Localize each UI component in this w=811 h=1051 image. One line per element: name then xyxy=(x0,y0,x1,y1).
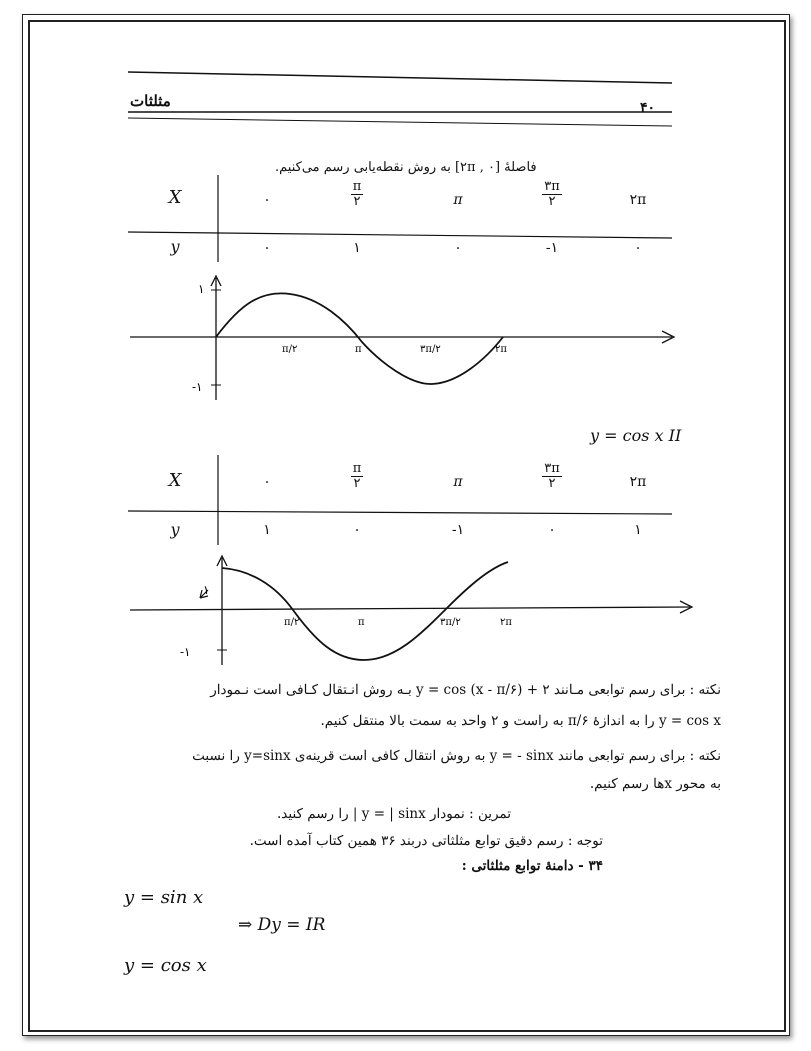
graph1-x-tick: π/۲ xyxy=(282,344,298,355)
exercise-text: تمرین : نمودار y = | sinx | را رسم کنید. xyxy=(277,806,511,822)
domain-result: ⇒ Dy = IR xyxy=(238,915,326,935)
cos-equation: y = cos x xyxy=(124,955,207,976)
graph2-x-tick: π xyxy=(358,617,365,628)
attention-text: توجه : رسم دقیق توابع مثلثاتی دربند ۳۶ همین کتاب آمده است. xyxy=(249,833,603,849)
note1-line1: نکته : برای رسم توابعی مـانند ۲ + (x - π/۶) y = cos بـه روش انـتقال کـافی است نـمودار xyxy=(210,682,721,698)
graph2-y-tick-bottom: -۱ xyxy=(180,645,191,659)
domain-heading: ۳۴ - دامنهٔ توابع مثلثاتی : xyxy=(461,858,603,874)
graph1-x-tick: ۳π/۲ xyxy=(420,344,441,355)
table2-x-value: $\frac{۳\pi}{۲}$ xyxy=(544,461,560,491)
table1-x-value: $\frac{\pi}{۲}$ xyxy=(352,179,362,209)
chapter-title: مثلثات xyxy=(130,92,171,110)
table2-y-label: y xyxy=(170,520,180,539)
table1-x-value: π xyxy=(453,192,463,208)
table2-x-value: π xyxy=(453,474,463,490)
graph2-x-tick: ۳π/۲ xyxy=(440,617,461,628)
table2-y-value: ۱ xyxy=(263,522,271,538)
sin-equation: y = sin x xyxy=(124,887,204,908)
note1-line2: y = cos x را به اندازهٔ π/۶ به راست و ۲ واحد به سمت بالا منتقل کنیم. xyxy=(320,713,721,729)
page-number: ۴۰ xyxy=(640,100,656,116)
table2-y-value: ۰ xyxy=(353,522,361,538)
table1-y-value: ۰ xyxy=(263,240,271,256)
table2-y-value: ۰ xyxy=(548,522,556,538)
table1-x-value: ۰ xyxy=(263,192,271,208)
graph1-x-tick: π xyxy=(355,344,362,355)
table2-y-value: ۱ xyxy=(634,522,642,538)
table1-x-value: ۲π xyxy=(629,192,647,208)
table1-y-value: ۰ xyxy=(634,240,642,256)
table2-x-value: $\frac{\pi}{۲}$ xyxy=(352,461,362,491)
graph2-x-tick: π/۲ xyxy=(284,617,300,628)
table1-x-label: X xyxy=(168,187,182,208)
graph2-cos-curve xyxy=(222,562,508,660)
table2-x-value: ۲π xyxy=(629,474,647,490)
note2-line1: نکته : برای رسم توابعی مانند y = - sinx به روش انتقال کافی است قرینه‌ی y=sinx را نسبت xyxy=(192,748,721,764)
table2-x-label: X xyxy=(168,470,182,491)
note2-line2: به محور xها رسم کنیم. xyxy=(589,776,721,792)
graph1-y-tick-bottom: -۱ xyxy=(192,380,203,394)
table1-y-value: ۰ xyxy=(454,240,462,256)
intro-text: فاصلهٔ [۲π , ۰] به روش نقطه‌یابی رسم می‌کنیم. xyxy=(275,160,537,175)
table1-y-label: y xyxy=(170,237,180,256)
graph2-x-axis xyxy=(130,607,690,610)
cos-section-caption: y = cos x II xyxy=(590,426,682,445)
graph2-y-tick-top: ۱ xyxy=(203,583,210,597)
table2-y-value: -۱ xyxy=(451,522,465,538)
table1-y-value: -۱ xyxy=(545,240,559,256)
table1-y-value: ۱ xyxy=(353,240,361,256)
graph1-x-tick: ۲π xyxy=(495,344,507,355)
graph1-y-tick-top: ۱ xyxy=(198,282,205,296)
table2-x-value: ۰ xyxy=(263,474,271,490)
graph2-x-tick: ۲π xyxy=(500,617,512,628)
table1-x-value: $\frac{۳\pi}{۲}$ xyxy=(544,179,560,209)
